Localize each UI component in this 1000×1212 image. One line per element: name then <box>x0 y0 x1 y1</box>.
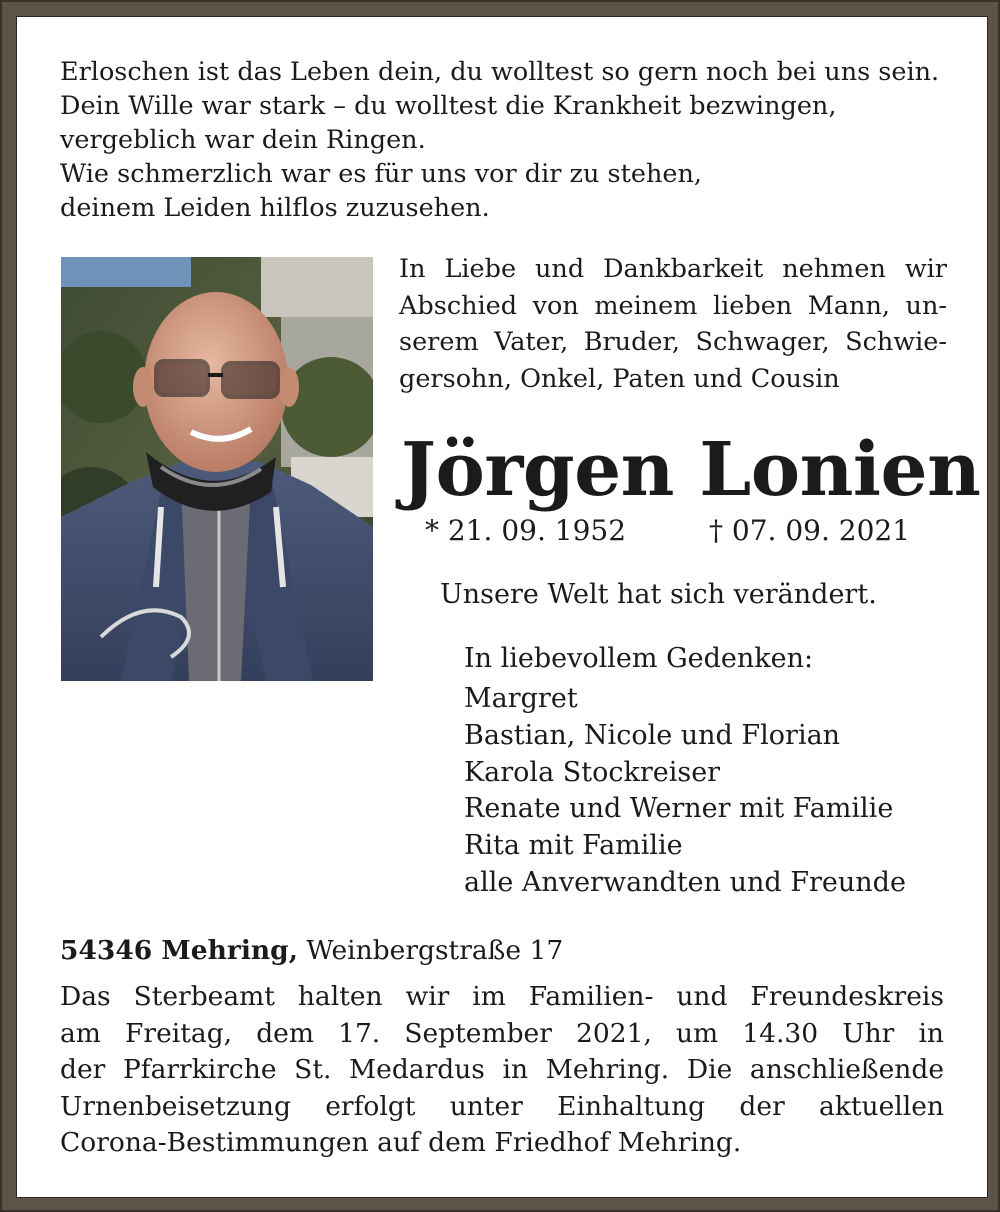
deceased-name: Jörgen Lonien <box>401 427 981 513</box>
verse-line: vergeblich war dein Ringen. <box>60 125 426 155</box>
address-city: 54346 Mehring, <box>60 935 298 966</box>
mourners-list <box>464 681 906 902</box>
verse-line: Wie schmerzlich war es für uns vor dir zu stehen, <box>60 159 702 189</box>
obituary-card <box>16 16 988 1198</box>
verse-line: Dein Wille war stark – du wolltest die Krankheit bezwingen, <box>60 91 837 121</box>
death-date: † 07. 09. 2021 <box>709 514 911 547</box>
mourner: Bastian, Nicole und Florian <box>464 719 841 751</box>
service-line: Urnenbeisetzung erfolgt unter Einhaltung der aktuellen <box>60 1090 944 1122</box>
service-line: Corona-Bestimmungen auf dem Friedhof Mehring. <box>60 1127 742 1158</box>
verse <box>60 55 960 225</box>
service-line: Das Sterbeamt halten wir im Familien- und Freundeskreis <box>60 981 944 1012</box>
verse-line: Erloschen ist das Leben dein, du wolltest so gern noch bei uns sein. <box>60 57 940 87</box>
service-line: am Freitag, dem 17. September 2021, um 14.30 Uhr in <box>60 1017 944 1049</box>
intro-line: Abschied von meinem lieben Mann, un- <box>399 290 947 321</box>
intro-line: serem Vater, Bruder, Schwager, Schwie- <box>399 327 947 357</box>
intro-line: gersohn, Onkel, Paten und Cousin <box>399 363 840 394</box>
address <box>60 933 563 969</box>
verse-line: deinem Leiden hilflos zuzusehen. <box>60 193 490 223</box>
mourner: Renate und Werner mit Familie <box>464 793 894 825</box>
intro-text <box>399 251 947 397</box>
birth-date: * 21. 09. 1952 <box>425 514 627 547</box>
memory-heading: In liebevollem Gedenken: <box>464 643 814 674</box>
service-notice <box>60 979 944 1162</box>
service-line: der Pfarrkirche St. Medardus in Mehring. Die anschließende <box>60 1054 944 1085</box>
portrait-photo <box>61 257 373 681</box>
mourner: Margret <box>464 683 578 714</box>
motto: Unsere Welt hat sich verändert. <box>440 579 877 610</box>
mourner: alle Anverwandten und Freunde <box>464 866 906 898</box>
address-street: Weinbergstraße 17 <box>306 935 564 966</box>
mourner: Karola Stockreiser <box>464 756 721 788</box>
intro-line: In Liebe und Dankbarkeit nehmen wir <box>399 254 947 284</box>
mourner: Rita mit Familie <box>464 830 683 862</box>
